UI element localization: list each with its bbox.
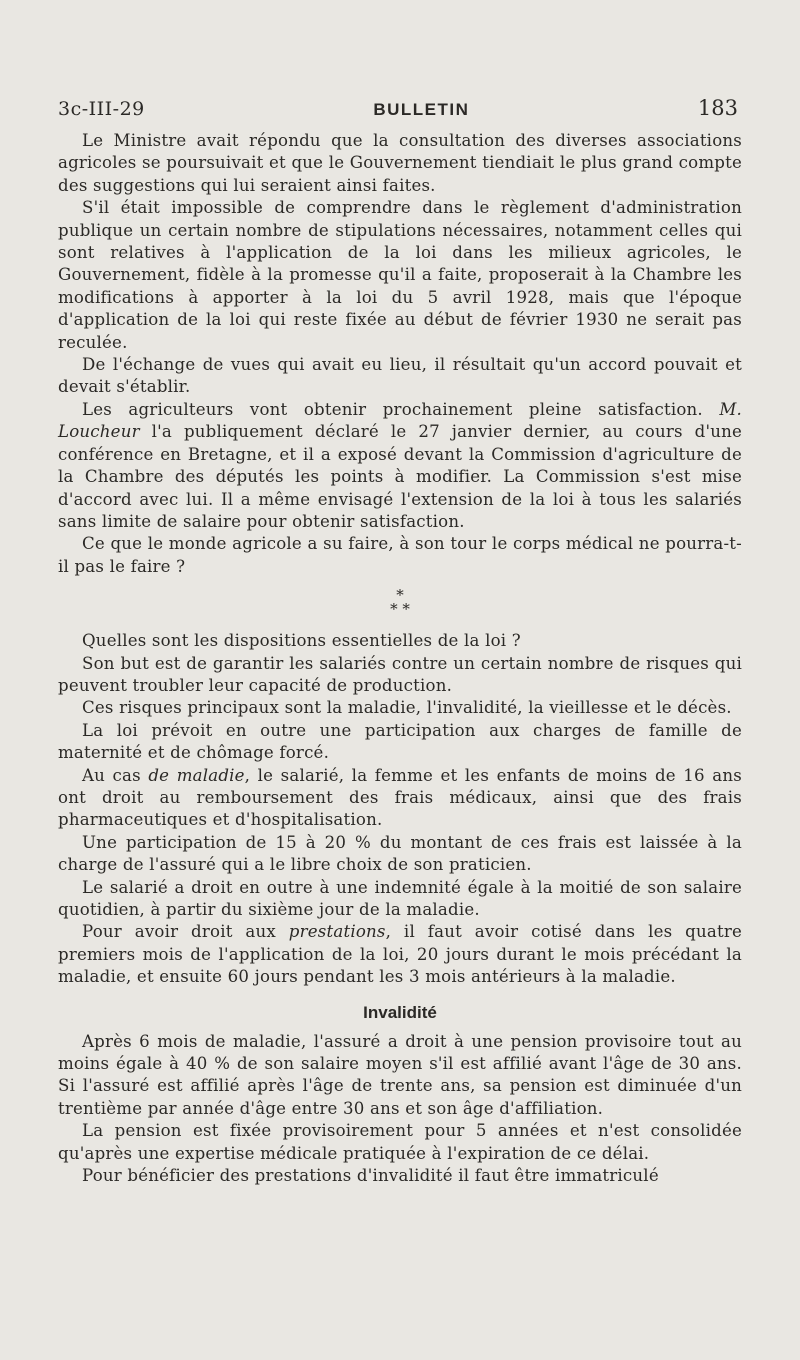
section-heading: Invalidité bbox=[363, 1002, 437, 1022]
paragraph: La loi prévoit en outre une participation aux charges de famille de maternité et de chômage forcé. bbox=[58, 720, 742, 763]
person-name: M. Loucheur bbox=[58, 399, 742, 442]
paragraph-loucheur bbox=[58, 399, 742, 533]
paragraph-text: Les agriculteurs vont obtenir prochainement pleine satisfaction. bbox=[82, 399, 720, 419]
separator-stars-bottom: * * bbox=[390, 600, 410, 619]
paragraph-text: Pour avoir droit aux bbox=[82, 922, 289, 942]
paragraph: Quelles sont les dispositions essentielles de la loi ? bbox=[82, 631, 521, 651]
body-text bbox=[58, 130, 742, 1187]
paragraph-text: , il faut avoir cotisé dans les quatre premiers mois de l'application de la loi, 20 jours durant le mois précédant la maladie, et ensuite 60 jours pendant les 3 mois antérieurs à la maladie. bbox=[58, 922, 742, 987]
page-header bbox=[58, 96, 742, 120]
paragraph: Après 6 mois de maladie, l'assuré a droit à une pension provisoire tout au moins égale à 40 % de son salaire moyen s'il est affilié avant l'âge de 30 ans. Si l'assuré est affilié après l'âge de trente ans, sa pension est diminuée d'un trentième par année d'âge entre 30 ans et son âge d'affiliation. bbox=[58, 1031, 742, 1118]
paragraph: De l'échange de vues qui avait eu lieu, il résultait qu'un accord pouvait et devait s'établir. bbox=[58, 355, 742, 397]
paragraph: Ce que le monde agricole a su faire, à son tour le corps médical ne pourra-t-il pas le faire ? bbox=[58, 534, 742, 576]
paragraph: Ces risques principaux sont la maladie, l'invalidité, la vieillesse et le décès. bbox=[82, 698, 732, 718]
paragraph: La pension est fixée provisoirement pour 5 années et n'est consolidée qu'après une expertise médicale pratiquée à l'expiration de ce délai. bbox=[58, 1121, 742, 1163]
paragraph: Le salarié a droit en outre à une indemnité égale à la moitié de son salaire quotidien, à partir du sixième jour de la maladie. bbox=[58, 877, 742, 919]
italic-term: prestations bbox=[288, 922, 386, 942]
paragraph: Son but est de garantir les salariés contre un certain nombre de risques qui peuvent troubler leur capacité de production. bbox=[58, 653, 742, 695]
paragraph: Le Ministre avait répondu que la consultation des diverses associations agricoles se poursuivait et que le Gouvernement tiendiait le plus grand compte des suggestions qui lui seraient ainsi faites. bbox=[58, 131, 742, 195]
paragraph: Une participation de 15 à 20 % du montant de ces frais est laissée à la charge de l'assuré qui a le libre choix de son praticien. bbox=[58, 832, 742, 875]
header-title: BULLETIN bbox=[373, 100, 470, 119]
italic-term: de maladie bbox=[148, 765, 245, 785]
paragraph: Pour bénéficier des prestations d'invalidité il faut être immatriculé bbox=[82, 1166, 659, 1186]
paragraph-prestations bbox=[58, 921, 742, 988]
section-separator bbox=[58, 586, 742, 619]
page-number: 183 bbox=[697, 96, 738, 120]
paragraph: S'il était impossible de comprendre dans le règlement d'administration publique un certain nombre de stipulations nécessaires, notamment celles qui sont relatives à l'application de la loi dans les milieux agricoles, le Gouvernement, fidèle à la promesse qu'il a faite, proposerait à la Chambre les modifications à apporter à la loi du 5 avril 1928, mais que l'époque d'application de la loi qui reste fixée au début de février 1930 ne serait pas reculée. bbox=[58, 198, 742, 352]
header-date: 3c-III-29 bbox=[58, 98, 145, 120]
paragraph-text: Au cas bbox=[82, 765, 149, 785]
paragraph-text: l'a publiquement déclaré le 27 janvier dernier, au cours d'une conférence en Bretagne, et il a exposé devant la Commission d'agriculture de la Chambre des députés les points à modifier. La Commission s'est mise d'accord avec lui. Il a même envisagé l'extension de la loi à tous les salariés sans limite de salaire pour obtenir satisfaction. bbox=[58, 422, 742, 531]
separator-star-top: * bbox=[396, 586, 404, 605]
paragraph-maladie bbox=[58, 765, 742, 832]
paragraph-text: , le salarié, la femme et les enfants de moins de 16 ans ont droit au remboursement des frais médicaux, ainsi que des frais pharmaceutiques et d'hospitalisation. bbox=[58, 765, 743, 830]
